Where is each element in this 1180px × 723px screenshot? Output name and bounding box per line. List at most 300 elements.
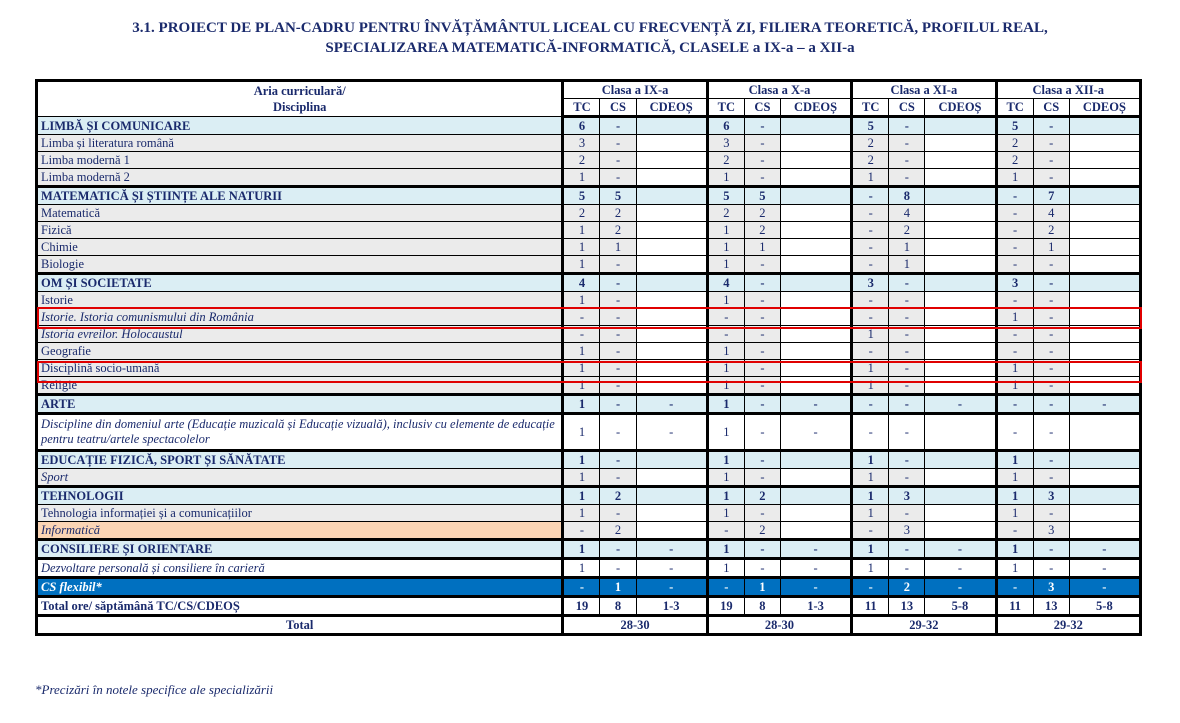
row-label: LIMBĂ ȘI COMUNICARE (37, 117, 563, 135)
row-value (780, 135, 851, 152)
row-value: 3 (889, 522, 925, 540)
row-value: - (889, 117, 925, 135)
row-value: 1 (852, 559, 889, 578)
row-value (1069, 205, 1140, 222)
row-value: - (744, 377, 780, 395)
row-value: 1 (852, 540, 889, 559)
row-value: - (1033, 152, 1069, 169)
row-value (780, 522, 851, 540)
table-row (37, 469, 1141, 487)
row-value: 1 (996, 540, 1033, 559)
row-value: 13 (889, 597, 925, 616)
row-value: 1 (996, 309, 1033, 326)
row-value: - (744, 451, 780, 469)
row-value: 3 (707, 135, 744, 152)
row-value: - (889, 414, 925, 451)
table-row (37, 222, 1141, 239)
row-value: 2 (744, 205, 780, 222)
row-value: - (780, 578, 851, 597)
row-value: 1 (707, 487, 744, 505)
row-label: TEHNOLOGII (37, 487, 563, 505)
row-value: - (744, 360, 780, 377)
row-value: - (996, 326, 1033, 343)
row-value (925, 152, 996, 169)
row-label: Limba modernă 1 (37, 152, 563, 169)
row-value (1069, 117, 1140, 135)
curriculum-table (35, 79, 1142, 636)
row-value (636, 222, 707, 239)
row-value: - (563, 522, 600, 540)
row-value (636, 522, 707, 540)
row-value: - (600, 505, 636, 522)
table-row (37, 274, 1141, 292)
row-value: 2 (563, 205, 600, 222)
row-value (636, 505, 707, 522)
row-value (636, 152, 707, 169)
table-row (37, 505, 1141, 522)
table-row (37, 540, 1141, 559)
row-value: - (852, 343, 889, 360)
row-value: - (707, 309, 744, 326)
row-value (636, 469, 707, 487)
row-value: - (852, 205, 889, 222)
row-label: Istorie. Istoria comunismului din România (37, 309, 563, 326)
row-value: - (925, 540, 996, 559)
row-value (780, 239, 851, 256)
grand-total-value: 28-30 (563, 616, 707, 635)
header-aria-line1: Aria curriculară/ (253, 84, 346, 98)
row-value: - (1033, 395, 1069, 414)
row-value: - (600, 540, 636, 559)
curriculum-table-container (35, 79, 1142, 636)
row-value: 1 (852, 451, 889, 469)
row-value: 1 (563, 292, 600, 309)
row-value: 1 (996, 469, 1033, 487)
row-value (1069, 152, 1140, 169)
row-value: - (1069, 559, 1140, 578)
row-value: - (852, 256, 889, 274)
header-sub-tc-3: TC (852, 99, 889, 117)
row-value: - (600, 169, 636, 187)
row-value: 2 (707, 152, 744, 169)
row-value: - (852, 239, 889, 256)
row-value: - (600, 414, 636, 451)
row-value: - (780, 540, 851, 559)
row-value (780, 169, 851, 187)
row-value: - (852, 222, 889, 239)
row-value: 5 (707, 187, 744, 205)
row-value: 3 (852, 274, 889, 292)
row-value: 1 (707, 414, 744, 451)
row-value: - (996, 222, 1033, 239)
row-value: 1 (563, 360, 600, 377)
row-value: 2 (707, 205, 744, 222)
row-value (1069, 487, 1140, 505)
row-value: - (889, 326, 925, 343)
row-value (780, 152, 851, 169)
table-row (37, 117, 1141, 135)
row-value: 5 (563, 187, 600, 205)
row-value (1069, 309, 1140, 326)
row-value: 3 (996, 274, 1033, 292)
row-value: 1 (563, 239, 600, 256)
row-value (636, 169, 707, 187)
table-row (37, 522, 1141, 540)
row-value: - (636, 540, 707, 559)
row-label: ARTE (37, 395, 563, 414)
row-value: 4 (1033, 205, 1069, 222)
footnote: *Precizări în notele specifice ale specializării (35, 682, 274, 697)
row-label: CONSILIERE ȘI ORIENTARE (37, 540, 563, 559)
row-label: Biologie (37, 256, 563, 274)
row-value: 2 (889, 578, 925, 597)
row-value: 1 (707, 559, 744, 578)
row-value: 1 (563, 540, 600, 559)
row-value: - (1033, 309, 1069, 326)
row-value: 2 (600, 522, 636, 540)
row-value: 2 (1033, 222, 1069, 239)
table-row (37, 343, 1141, 360)
row-value: 1 (996, 360, 1033, 377)
row-value (925, 505, 996, 522)
row-label: Discipline din domeniul arte (Educație muzicală și Educație vizuală), inclusiv cu elemente de educație pentru teatru/artele spectacolelor (37, 414, 563, 451)
row-value: 11 (852, 597, 889, 616)
row-value: 1 (563, 451, 600, 469)
row-value: 2 (600, 487, 636, 505)
row-value: - (744, 326, 780, 343)
row-value: 2 (889, 222, 925, 239)
row-value: 8 (889, 187, 925, 205)
row-value: - (780, 559, 851, 578)
row-label: Disciplină socio-umană (37, 360, 563, 377)
row-value: - (852, 578, 889, 597)
row-value (925, 360, 996, 377)
header-aria (37, 81, 563, 117)
header-class-11: Clasa a XI-a (852, 81, 996, 99)
header-sub-cs-3: CS (889, 99, 925, 117)
row-label: Chimie (37, 239, 563, 256)
row-value (925, 222, 996, 239)
row-value: 13 (1033, 597, 1069, 616)
row-value (780, 309, 851, 326)
row-value: 2 (744, 487, 780, 505)
row-value: - (707, 326, 744, 343)
row-value (1069, 222, 1140, 239)
row-value: - (889, 505, 925, 522)
row-value: - (744, 343, 780, 360)
row-value: 6 (563, 117, 600, 135)
row-value: 1 (996, 377, 1033, 395)
header-sub-tc-1: TC (563, 99, 600, 117)
row-value (636, 135, 707, 152)
row-value: 6 (707, 117, 744, 135)
row-value: - (744, 395, 780, 414)
row-value: - (600, 377, 636, 395)
row-value: 7 (1033, 187, 1069, 205)
row-value: 5 (744, 187, 780, 205)
row-value (925, 117, 996, 135)
row-value: - (1069, 395, 1140, 414)
row-value: 4 (563, 274, 600, 292)
row-value: - (925, 559, 996, 578)
row-label: Limba și literatura română (37, 135, 563, 152)
row-value: 1 (707, 377, 744, 395)
row-value: 1 (563, 343, 600, 360)
row-value (1069, 343, 1140, 360)
row-value: - (889, 169, 925, 187)
row-value: - (996, 292, 1033, 309)
header-class-9: Clasa a IX-a (563, 81, 707, 99)
row-value (636, 205, 707, 222)
row-value (925, 343, 996, 360)
row-value (925, 522, 996, 540)
row-value (1069, 451, 1140, 469)
table-row (37, 205, 1141, 222)
row-value: - (996, 578, 1033, 597)
row-value: - (1033, 451, 1069, 469)
row-value: - (600, 309, 636, 326)
row-value (925, 256, 996, 274)
row-value: 3 (563, 135, 600, 152)
row-value (780, 274, 851, 292)
row-value: - (1033, 360, 1069, 377)
row-value: 1 (563, 469, 600, 487)
row-value: - (889, 343, 925, 360)
row-value: - (889, 292, 925, 309)
row-value: 5 (996, 117, 1033, 135)
row-value: 1 (852, 169, 889, 187)
row-value: - (996, 343, 1033, 360)
title-line-1: 3.1. PROIECT DE PLAN-CADRU PENTRU ÎNVĂȚĂMÂNTUL LICEAL CU FRECVENȚĂ ZI, FILIERA TEORETICĂ, PROFILUL REAL, (132, 20, 1048, 36)
row-value (1069, 169, 1140, 187)
row-value: 4 (707, 274, 744, 292)
row-value (780, 187, 851, 205)
row-value: 1 (707, 360, 744, 377)
row-value (925, 135, 996, 152)
row-value: - (996, 414, 1033, 451)
table-row (37, 309, 1141, 326)
grand-total-value: 28-30 (707, 616, 851, 635)
row-label: Informatică (37, 522, 563, 540)
row-value: - (600, 469, 636, 487)
row-value: 1 (707, 395, 744, 414)
row-value (780, 487, 851, 505)
row-value: - (600, 395, 636, 414)
table-row (37, 597, 1141, 616)
row-value: - (707, 578, 744, 597)
row-value: - (1033, 540, 1069, 559)
row-value: - (1069, 540, 1140, 559)
row-value: - (996, 522, 1033, 540)
row-value: 1 (707, 239, 744, 256)
row-value: - (744, 309, 780, 326)
row-value: - (1033, 377, 1069, 395)
row-value: - (600, 360, 636, 377)
row-value: - (1033, 505, 1069, 522)
table-row (37, 578, 1141, 597)
row-value: 1 (563, 169, 600, 187)
row-value: - (1033, 169, 1069, 187)
row-value: - (744, 292, 780, 309)
table-row (37, 559, 1141, 578)
row-value (925, 326, 996, 343)
table-row (37, 326, 1141, 343)
row-label: Total ore/ săptămână TC/CS/CDEOȘ (37, 597, 563, 616)
row-value (1069, 135, 1140, 152)
row-value: - (744, 169, 780, 187)
row-value: 1 (563, 505, 600, 522)
row-value: 1 (996, 487, 1033, 505)
row-value: - (1033, 256, 1069, 274)
row-value: - (1033, 469, 1069, 487)
row-value: - (600, 326, 636, 343)
row-value (636, 487, 707, 505)
row-value: 1-3 (780, 597, 851, 616)
row-value: 1 (852, 326, 889, 343)
row-value (636, 292, 707, 309)
row-value: - (996, 395, 1033, 414)
row-value: - (889, 274, 925, 292)
row-value: - (852, 395, 889, 414)
row-value: - (780, 395, 851, 414)
row-value: - (780, 414, 851, 451)
row-value: 4 (889, 205, 925, 222)
row-value: - (889, 451, 925, 469)
header-class-10: Clasa a X-a (707, 81, 851, 99)
row-value: - (600, 135, 636, 152)
row-value: - (852, 414, 889, 451)
row-value: 1 (600, 578, 636, 597)
page-title (0, 18, 1180, 58)
row-value: - (744, 559, 780, 578)
row-value: - (600, 256, 636, 274)
row-value: - (707, 522, 744, 540)
row-value: - (889, 395, 925, 414)
row-value (780, 377, 851, 395)
row-value: - (889, 469, 925, 487)
row-value: - (636, 578, 707, 597)
row-value: 1 (707, 343, 744, 360)
row-value: - (744, 540, 780, 559)
row-value: 8 (744, 597, 780, 616)
row-label: Tehnologia informației și a comunicațiilor (37, 505, 563, 522)
row-value (780, 256, 851, 274)
row-value (1069, 360, 1140, 377)
row-value: - (852, 309, 889, 326)
row-value: - (996, 205, 1033, 222)
row-value (636, 451, 707, 469)
row-value: - (1033, 343, 1069, 360)
table-row (37, 239, 1141, 256)
row-value: - (925, 578, 996, 597)
row-value: 5 (852, 117, 889, 135)
row-label: OM ȘI SOCIETATE (37, 274, 563, 292)
table-row (37, 256, 1141, 274)
row-value: 1 (563, 377, 600, 395)
row-value (780, 360, 851, 377)
row-value: - (889, 559, 925, 578)
row-value: 1 (744, 578, 780, 597)
row-value (1069, 469, 1140, 487)
row-value: - (996, 256, 1033, 274)
row-value (636, 377, 707, 395)
header-sub-cs-2: CS (744, 99, 780, 117)
table-row (37, 487, 1141, 505)
row-value (925, 487, 996, 505)
row-value (925, 451, 996, 469)
row-value: 1 (563, 487, 600, 505)
table-row (37, 292, 1141, 309)
row-label: Sport (37, 469, 563, 487)
row-value: 1 (563, 256, 600, 274)
row-value: - (889, 309, 925, 326)
row-value (1069, 377, 1140, 395)
row-value: - (1033, 292, 1069, 309)
row-value: - (563, 309, 600, 326)
row-value: 3 (1033, 522, 1069, 540)
row-value: - (744, 152, 780, 169)
row-value (925, 205, 996, 222)
header-sub-cs-4: CS (1033, 99, 1069, 117)
row-value (636, 256, 707, 274)
row-value: - (563, 578, 600, 597)
row-value (925, 292, 996, 309)
row-value: 1 (996, 559, 1033, 578)
row-value (925, 377, 996, 395)
row-value: - (996, 187, 1033, 205)
row-value: - (852, 292, 889, 309)
row-value: 3 (889, 487, 925, 505)
row-value: 1 (744, 239, 780, 256)
row-value: - (889, 377, 925, 395)
row-label: MATEMATICĂ ȘI ȘTIINȚE ALE NATURII (37, 187, 563, 205)
row-value: - (600, 292, 636, 309)
row-value (925, 414, 996, 451)
row-value: 19 (563, 597, 600, 616)
header-sub-cdeoș-2: CDEOȘ (780, 99, 851, 117)
row-value: - (600, 559, 636, 578)
row-value: 1 (852, 377, 889, 395)
row-value: - (600, 274, 636, 292)
row-value: - (744, 414, 780, 451)
table-row (37, 187, 1141, 205)
row-value: 1 (707, 505, 744, 522)
row-value (925, 239, 996, 256)
row-value: 5-8 (1069, 597, 1140, 616)
row-value: - (636, 395, 707, 414)
row-value: - (852, 187, 889, 205)
table-row (37, 451, 1141, 469)
row-value: 8 (600, 597, 636, 616)
row-value: 3 (1033, 487, 1069, 505)
grand-total-label: Total (37, 616, 563, 635)
row-value (636, 326, 707, 343)
table-row (37, 135, 1141, 152)
row-value (1069, 326, 1140, 343)
row-label: Geografie (37, 343, 563, 360)
row-value: - (1033, 559, 1069, 578)
row-value: 2 (563, 152, 600, 169)
row-value: - (600, 343, 636, 360)
row-value: - (1033, 414, 1069, 451)
header-sub-tc-4: TC (996, 99, 1033, 117)
row-value (780, 205, 851, 222)
row-value: 1 (1033, 239, 1069, 256)
row-label: Istorie (37, 292, 563, 309)
row-value: 1 (707, 222, 744, 239)
row-value: - (889, 360, 925, 377)
row-label: CS flexibil* (37, 578, 563, 597)
